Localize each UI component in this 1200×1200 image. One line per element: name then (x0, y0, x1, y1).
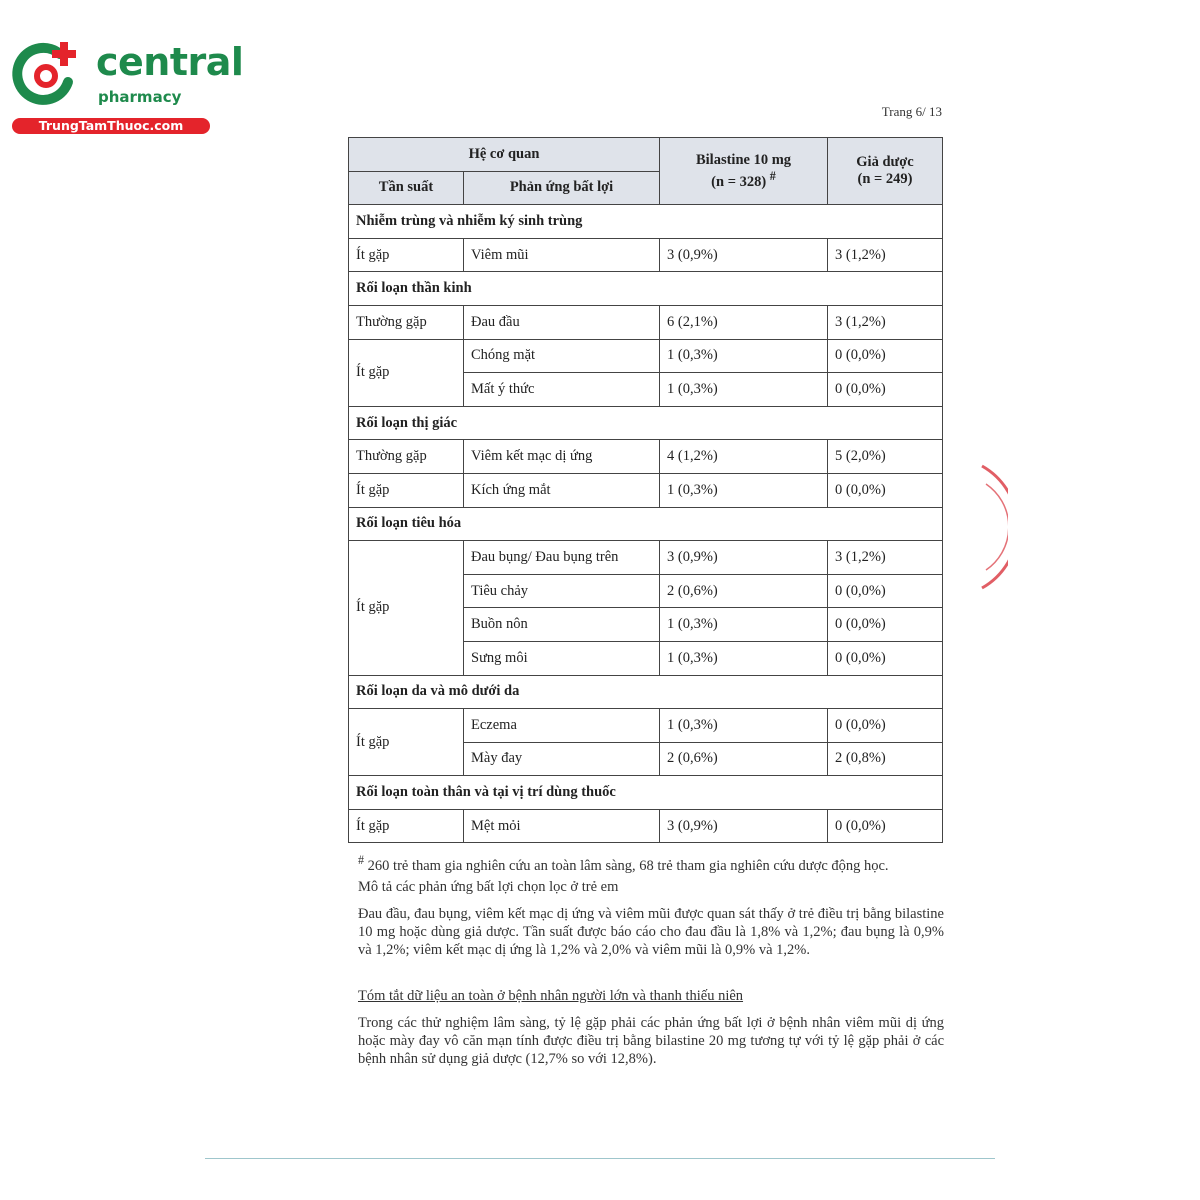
drug-value-cell: 3 (0,9%) (660, 238, 828, 272)
footnote-mark: # (358, 853, 365, 867)
paragraph-adult: Trong các thử nghiệm lâm sàng, tỷ lệ gặp phải các phản ứng bất lợi ở bệnh nhân viêm mũi dị ứng hoặc mày đay vô căn mạn tính được điều trị bằng bilastine 20 mg tương tự với tỷ lệ gặp phải ở các bệnh nhân sử dụng giả dược (12,7% so với 12,8%). (358, 1015, 944, 1067)
drug-value-cell: 1 (0,3%) (660, 608, 828, 642)
logo-subtitle: pharmacy (98, 88, 182, 106)
drug-value-cell: 1 (0,3%) (660, 339, 828, 373)
bottom-divider (205, 1158, 995, 1159)
placebo-value-cell: 0 (0,0%) (828, 473, 943, 507)
reaction-cell: Viêm mũi (464, 238, 660, 272)
section-row (349, 776, 943, 810)
footnote-text: 260 trẻ tham gia nghiên cứu an toàn lâm sàng, 68 trẻ tham gia nghiên cứu dược động học. (364, 857, 889, 874)
section-row (349, 507, 943, 541)
table-footnote (358, 851, 944, 875)
drug-value-cell: 3 (0,9%) (660, 809, 828, 843)
header-drug-n: (n = 328) (711, 173, 767, 190)
central-pharmacy-logo[interactable] (10, 36, 244, 136)
placebo-value-cell: 0 (0,0%) (828, 809, 943, 843)
reaction-cell: Mày đay (464, 742, 660, 776)
section-subheading: Mô tả các phản ứng bất lợi chọn lọc ở trẻ em (358, 879, 619, 895)
drug-value-cell: 1 (0,3%) (660, 641, 828, 675)
reaction-cell: Chóng mặt (464, 339, 660, 373)
section-row (349, 675, 943, 709)
frequency-cell: Ít gặp (349, 541, 464, 675)
red-stamp-fragment (978, 462, 1008, 592)
page-number: Trang 6/ 13 (881, 104, 942, 119)
drug-value-cell: 6 (2,1%) (660, 305, 828, 339)
table-row (349, 440, 943, 474)
table-row (349, 809, 943, 843)
reaction-cell: Viêm kết mạc dị ứng (464, 440, 660, 474)
section-row (349, 272, 943, 306)
paragraph-pediatric: Đau đầu, đau bụng, viêm kết mạc dị ứng và viêm mũi được quan sát thấy ở trẻ điều trị bằng bilastine 10 mg hoặc dùng giả dược. Tần suất được báo cáo cho đau đầu là 1,8% và 1,2%; đau bụng là 0,9% và 1,2%; viêm kết mạc dị ứng là 1,2% và 2,0% và viêm mũi là 0,9% và 1,2%. (358, 906, 944, 958)
table-row (349, 541, 943, 575)
placebo-value-cell: 3 (1,2%) (828, 238, 943, 272)
header-organ-system: Hệ cơ quan (349, 138, 660, 172)
section-row (349, 205, 943, 239)
placebo-value-cell: 0 (0,0%) (828, 339, 943, 373)
adverse-reactions-table (348, 137, 943, 843)
reaction-cell: Tiêu chảy (464, 574, 660, 608)
reaction-cell: Mất ý thức (464, 373, 660, 407)
reaction-cell: Sưng môi (464, 641, 660, 675)
section-name: Rối loạn tiêu hóa (349, 507, 943, 541)
placebo-value-cell: 0 (0,0%) (828, 641, 943, 675)
header-frequency: Tần suất (349, 171, 464, 205)
drug-value-cell: 1 (0,3%) (660, 473, 828, 507)
reaction-cell: Mệt mỏi (464, 809, 660, 843)
section-name: Rối loạn thần kinh (349, 272, 943, 306)
header-adverse-reaction: Phản ứng bất lợi (464, 171, 660, 205)
table-row (349, 709, 943, 743)
reaction-cell: Đau đầu (464, 305, 660, 339)
header-drug (660, 138, 828, 205)
placebo-value-cell: 0 (0,0%) (828, 574, 943, 608)
frequency-cell: Thường gặp (349, 440, 464, 474)
placebo-value-cell: 2 (0,8%) (828, 742, 943, 776)
table-row (349, 473, 943, 507)
frequency-cell: Ít gặp (349, 709, 464, 776)
logo-name: central (96, 40, 244, 84)
header-placebo-name: Giả dược (856, 154, 914, 171)
placebo-value-cell: 0 (0,0%) (828, 608, 943, 642)
drug-value-cell: 1 (0,3%) (660, 373, 828, 407)
frequency-cell: Ít gặp (349, 473, 464, 507)
table-row (349, 305, 943, 339)
drug-value-cell: 2 (0,6%) (660, 574, 828, 608)
section-row (349, 406, 943, 440)
drug-value-cell: 2 (0,6%) (660, 742, 828, 776)
pharmacy-cross-icon (10, 38, 82, 110)
drug-value-cell: 3 (0,9%) (660, 541, 828, 575)
header-placebo-n: (n = 249) (857, 171, 913, 188)
placebo-value-cell: 5 (2,0%) (828, 440, 943, 474)
logo-website[interactable]: TrungTamThuoc.com (12, 118, 210, 134)
placebo-value-cell: 3 (1,2%) (828, 305, 943, 339)
frequency-cell: Thường gặp (349, 305, 464, 339)
section-name: Rối loạn da và mô dưới da (349, 675, 943, 709)
adult-safety-heading: Tóm tắt dữ liệu an toàn ở bệnh nhân người lớn và thanh thiếu niên (358, 988, 744, 1004)
header-placebo (828, 138, 943, 205)
section-name: Nhiễm trùng và nhiễm ký sinh trùng (349, 205, 943, 239)
table-row (349, 238, 943, 272)
reaction-cell: Đau bụng/ Đau bụng trên (464, 541, 660, 575)
frequency-cell: Ít gặp (349, 238, 464, 272)
drug-value-cell: 1 (0,3%) (660, 709, 828, 743)
frequency-cell: Ít gặp (349, 809, 464, 843)
frequency-cell: Ít gặp (349, 339, 464, 406)
header-drug-name: Bilastine 10 mg (695, 151, 792, 168)
placebo-value-cell: 0 (0,0%) (828, 709, 943, 743)
header-drug-footnote-mark: # (769, 168, 776, 183)
table-row (349, 339, 943, 373)
placebo-value-cell: 0 (0,0%) (828, 373, 943, 407)
placebo-value-cell: 3 (1,2%) (828, 541, 943, 575)
reaction-cell: Eczema (464, 709, 660, 743)
reaction-cell: Buồn nôn (464, 608, 660, 642)
section-name: Rối loạn thị giác (349, 406, 943, 440)
drug-value-cell: 4 (1,2%) (660, 440, 828, 474)
section-name: Rối loạn toàn thân và tại vị trí dùng thuốc (349, 776, 943, 810)
reaction-cell: Kích ứng mắt (464, 473, 660, 507)
